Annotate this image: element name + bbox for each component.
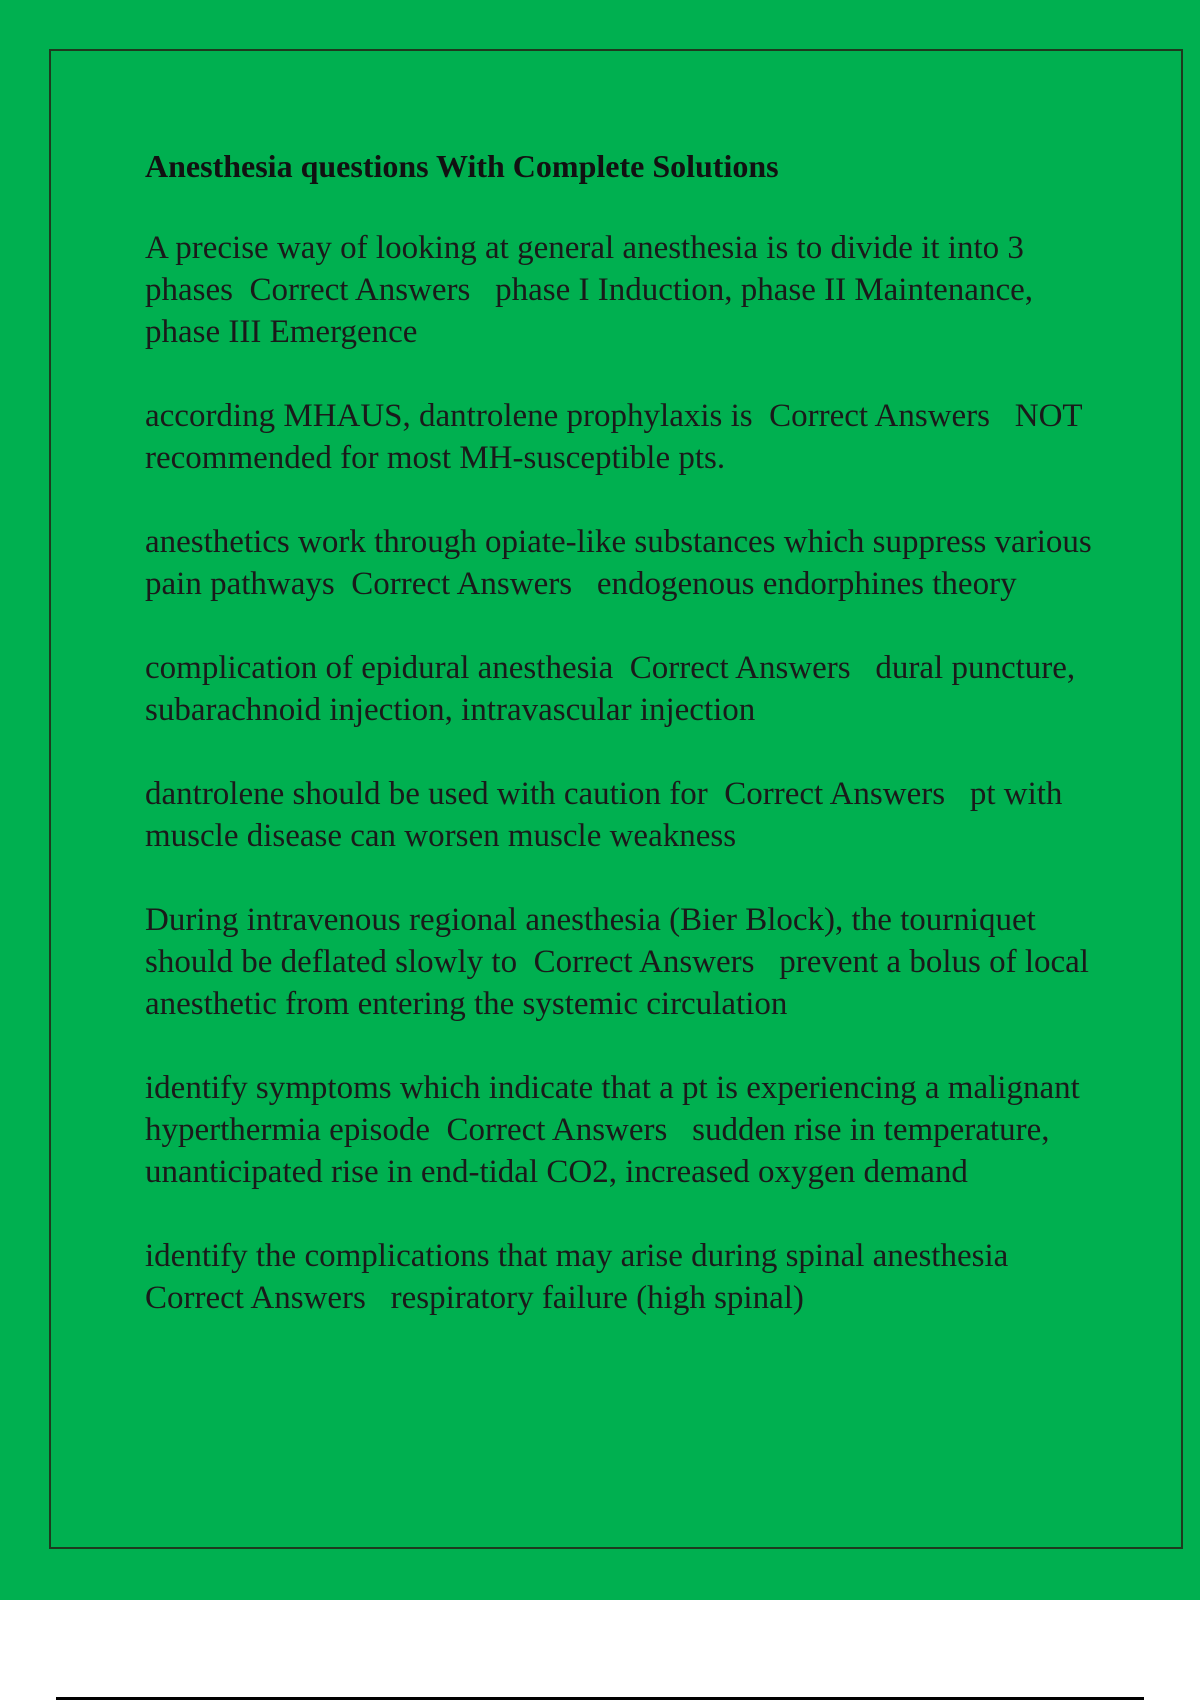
answer-text: pt with muscle disease can worsen muscle weakness	[145, 776, 1071, 854]
question-text: identify symptoms which indicate that a pt is experiencing a malignant hyperthermia episode	[145, 1070, 1089, 1148]
answer-label: Correct Answers	[145, 1280, 366, 1316]
answer-label: Correct Answers	[533, 944, 755, 980]
qa-item	[145, 1235, 1095, 1319]
answer-text: endogenous endorphines theory	[596, 566, 1017, 602]
question-text: During intravenous regional anesthesia (Bier Block), the tourniquet should be deflated slowly to	[145, 902, 1045, 980]
answer-label: Correct Answers	[769, 398, 991, 434]
question-text: complication of epidural anesthesia	[145, 650, 614, 686]
question-text: according MHAUS, dantrolene prophylaxis is	[145, 398, 753, 434]
qa-item	[145, 899, 1098, 1025]
question-text: anesthetics work through opiate-like substances which suppress various pain pathways	[145, 524, 1100, 602]
qa-item	[145, 521, 1100, 605]
answer-text: dural puncture, subarachnoid injection, intravascular injection	[145, 650, 1084, 728]
answer-label: Correct Answers	[249, 272, 471, 308]
qa-item	[145, 773, 1095, 857]
qa-item	[145, 227, 1095, 353]
answer-label: Correct Answers	[629, 650, 851, 686]
answer-label: Correct Answers	[446, 1112, 668, 1148]
qa-item	[145, 647, 1095, 731]
answer-label: Correct Answers	[724, 776, 946, 812]
qa-item	[145, 395, 1095, 479]
document-title: Anesthesia questions With Complete Solutions	[145, 148, 779, 184]
answer-text: prevent a bolus of local anesthetic from entering the systemic circulation	[145, 944, 1098, 1022]
text-area	[145, 145, 1100, 1361]
question-text: dantrolene should be used with caution for	[145, 776, 708, 812]
answer-text: respiratory failure (high spinal)	[390, 1280, 804, 1316]
answer-text: NOT recommended for most MH-susceptible pts.	[145, 398, 1091, 476]
answer-text: sudden rise in temperature, unanticipated rise in end-tidal CO2, increased oxygen demand	[145, 1112, 1058, 1190]
question-text: A precise way of looking at general anesthesia is to divide it into 3 phases	[145, 230, 1033, 308]
question-text: identify the complications that may arise during spinal anesthesia	[145, 1238, 1009, 1274]
qa-item	[145, 1067, 1095, 1193]
answer-label: Correct Answers	[351, 566, 573, 602]
answer-text: phase I Induction, phase II Maintenance, phase III Emergence	[145, 272, 1042, 350]
